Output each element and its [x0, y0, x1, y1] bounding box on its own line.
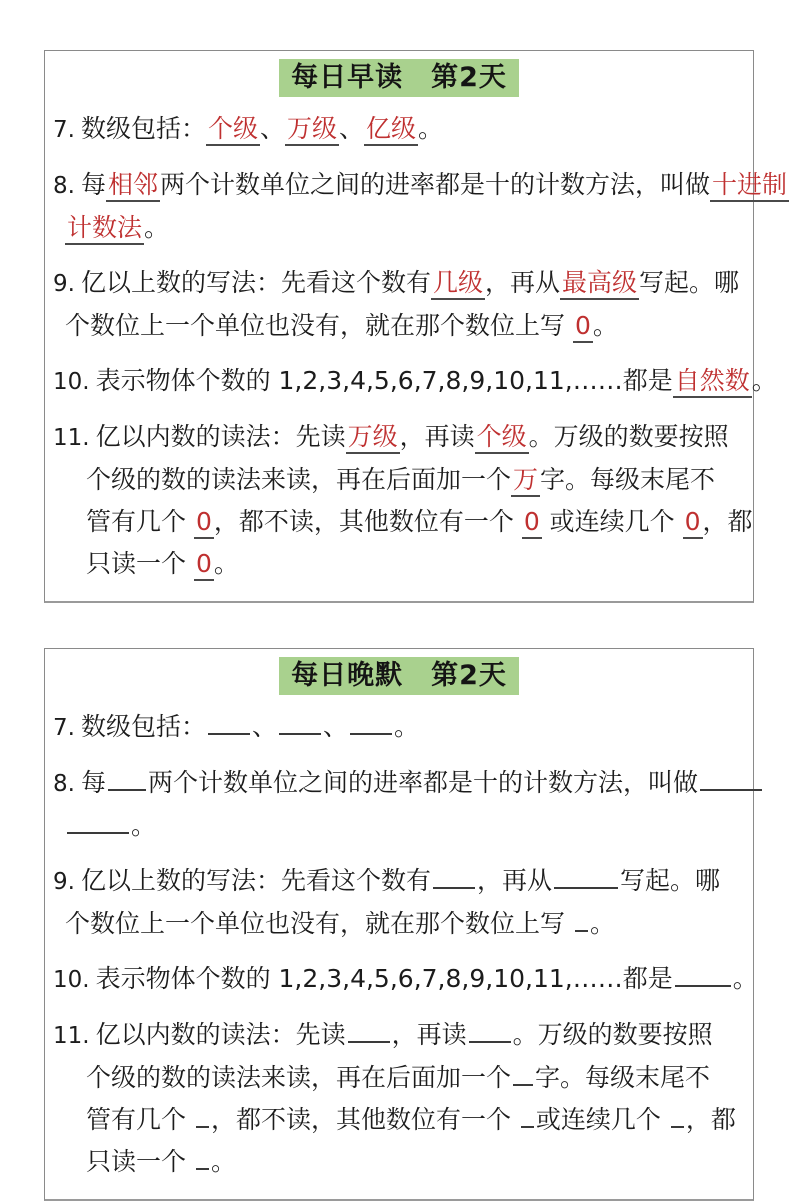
- item-list: [53, 108, 788, 585]
- answer-text: 万: [511, 465, 540, 497]
- body-text: 或连续几个: [541, 507, 683, 536]
- answer-blank: [433, 881, 475, 889]
- answer-blank: [575, 924, 588, 932]
- worksheet-item: [53, 1014, 745, 1183]
- body-text: ，再读: [399, 422, 475, 451]
- answer-text: 个级: [475, 422, 529, 454]
- answer-text: 万级: [346, 422, 400, 454]
- item-number: 7.: [53, 117, 75, 143]
- body-text: 每: [80, 170, 106, 199]
- answer-blank: [348, 1035, 390, 1043]
- body-text: 。: [732, 964, 758, 993]
- body-text: 数级包括：: [80, 712, 206, 741]
- item-first-line: [53, 262, 745, 305]
- section-title-morning-reading: 每日早读 第2天: [279, 59, 519, 97]
- item-first-line: [53, 164, 788, 207]
- body-text: ，再读: [391, 1020, 467, 1049]
- item-number: 7.: [53, 715, 75, 741]
- answer-blank: [108, 783, 146, 791]
- body-text: ，都不读，其他数位有一个: [213, 507, 522, 536]
- worksheet-item: [53, 706, 745, 749]
- item-first-line: [53, 1014, 745, 1057]
- item-continuation-line: [53, 1057, 745, 1099]
- section-title-evening-recitation: 每日晚默 第2天: [279, 657, 519, 695]
- body-text: 两个计数单位之间的进率都是十的计数方法，叫做: [147, 768, 698, 797]
- answer-text: 0: [683, 507, 703, 539]
- section-card-evening-recitation: [44, 648, 758, 1201]
- answer-text: 0: [573, 311, 593, 343]
- item-list: [53, 706, 758, 1183]
- body-text: 数级包括：: [80, 114, 206, 143]
- body-text: 、: [251, 712, 277, 741]
- answer-text: 相邻: [106, 170, 160, 202]
- answer-blank: [554, 881, 618, 889]
- item-number: 11.: [53, 425, 90, 451]
- answer-text: 十进制: [710, 170, 789, 202]
- answer-blank: [671, 1120, 684, 1128]
- worksheet-item: [53, 164, 788, 249]
- answer-text: 0: [522, 507, 542, 539]
- body-text: 。: [213, 549, 239, 578]
- worksheet-item: [53, 108, 745, 151]
- item-continuation-line: [53, 305, 745, 347]
- body-text: 。万级的数要按照: [528, 422, 729, 451]
- body-text: 亿以上数的写法：先看这个数有: [80, 268, 431, 297]
- body-text: ，再从: [484, 268, 560, 297]
- body-text: 亿以内数的读法：先读: [95, 422, 346, 451]
- item-first-line: [53, 706, 745, 749]
- body-text: 两个计数单位之间的进率都是十的计数方法，叫做: [159, 170, 710, 199]
- body-text: 。: [589, 909, 615, 938]
- item-number: 11.: [53, 1023, 90, 1049]
- body-text: 。万级的数要按照: [512, 1020, 713, 1049]
- item-continuation-line: [53, 543, 745, 585]
- body-text: 只读一个: [86, 1147, 194, 1176]
- answer-blank: [700, 783, 762, 791]
- answer-text: 个级: [206, 114, 260, 146]
- worksheet-item: [53, 262, 745, 347]
- answer-blank: [279, 727, 321, 735]
- answer-blank: [469, 1035, 511, 1043]
- body-text: 表示物体个数的 1,2,3,4,5,6,7,8,9,10,11,……都是: [95, 366, 673, 395]
- item-first-line: [53, 108, 745, 151]
- item-number: 9.: [53, 869, 75, 895]
- answer-text: 自然数: [673, 366, 752, 398]
- section-title-row: [53, 59, 745, 100]
- item-continuation-line: [53, 903, 745, 945]
- body-text: 。: [751, 366, 777, 395]
- worksheet-item: [53, 416, 753, 585]
- body-text: 、: [259, 114, 285, 143]
- worksheet-item: [53, 360, 777, 403]
- body-text: 。: [394, 712, 420, 741]
- item-number: 8.: [53, 173, 75, 199]
- body-text: 。: [144, 213, 170, 242]
- answer-text: 几级: [431, 268, 485, 300]
- answer-text: 0: [194, 507, 214, 539]
- body-text: 写起。哪: [619, 866, 720, 895]
- body-text: ，都不读，其他数位有一个: [210, 1105, 519, 1134]
- body-text: 、: [322, 712, 348, 741]
- answer-text: 万级: [285, 114, 339, 146]
- body-text: 或连续几个: [535, 1105, 669, 1134]
- answer-blank: [208, 727, 250, 735]
- item-number: 8.: [53, 771, 75, 797]
- section-card-morning-reading: [44, 50, 788, 603]
- body-text: 。: [210, 1147, 236, 1176]
- item-continuation-line: [53, 1141, 745, 1183]
- answer-blank: [521, 1120, 534, 1128]
- answer-text: 计数法: [65, 213, 144, 245]
- body-text: 写起。哪: [639, 268, 740, 297]
- body-text: 个级的数的读法来读，再在后面加一个: [86, 1063, 512, 1092]
- answer-blank: [513, 1078, 533, 1086]
- answer-blank: [196, 1162, 209, 1170]
- body-text: 。: [131, 811, 157, 840]
- item-first-line: [53, 958, 758, 1001]
- worksheet-item: [53, 860, 745, 945]
- answer-blank: [675, 979, 731, 987]
- body-text: 亿以内数的读法：先读: [95, 1020, 346, 1049]
- body-text: 亿以上数的写法：先看这个数有: [80, 866, 431, 895]
- body-text: ，再从: [476, 866, 552, 895]
- item-first-line: [53, 416, 745, 459]
- body-text: 、: [339, 114, 365, 143]
- item-continuation-line: [53, 1099, 745, 1141]
- body-text: 字。每级末尾不: [540, 465, 716, 494]
- body-text: 管有几个: [86, 1105, 194, 1134]
- body-text: 表示物体个数的 1,2,3,4,5,6,7,8,9,10,11,……都是: [95, 964, 673, 993]
- item-number: 9.: [53, 271, 75, 297]
- item-first-line: [53, 762, 745, 805]
- body-text: 管有几个: [86, 507, 194, 536]
- section-title-row: [53, 657, 745, 698]
- item-continuation-line: [53, 459, 745, 501]
- item-first-line: [53, 360, 777, 403]
- body-text: ，都: [702, 507, 753, 536]
- body-text: 个数位上一个单位也没有，就在那个数位上写: [65, 909, 573, 938]
- body-text: 个级的数的读法来读，再在后面加一个: [86, 465, 512, 494]
- body-text: 只读一个: [86, 549, 194, 578]
- worksheet-item: [53, 762, 745, 847]
- item-continuation-line: [53, 207, 745, 249]
- body-text: 个数位上一个单位也没有，就在那个数位上写: [65, 311, 573, 340]
- answer-text: 0: [194, 549, 214, 581]
- body-text: 字。每级末尾不: [535, 1063, 711, 1092]
- body-text: 。: [418, 114, 444, 143]
- answer-blank: [196, 1120, 209, 1128]
- answer-text: 最高级: [560, 268, 639, 300]
- item-continuation-line: [53, 805, 745, 847]
- body-text: ，都: [685, 1105, 736, 1134]
- worksheet-page: [44, 50, 788, 1201]
- body-text: 。: [592, 311, 618, 340]
- body-text: 每: [80, 768, 106, 797]
- item-number: 10.: [53, 967, 90, 993]
- answer-text: 亿级: [364, 114, 418, 146]
- answer-blank: [350, 727, 392, 735]
- answer-blank: [67, 826, 129, 834]
- item-first-line: [53, 860, 745, 903]
- item-number: 10.: [53, 369, 90, 395]
- worksheet-item: [53, 958, 758, 1001]
- item-continuation-line: [53, 501, 753, 543]
